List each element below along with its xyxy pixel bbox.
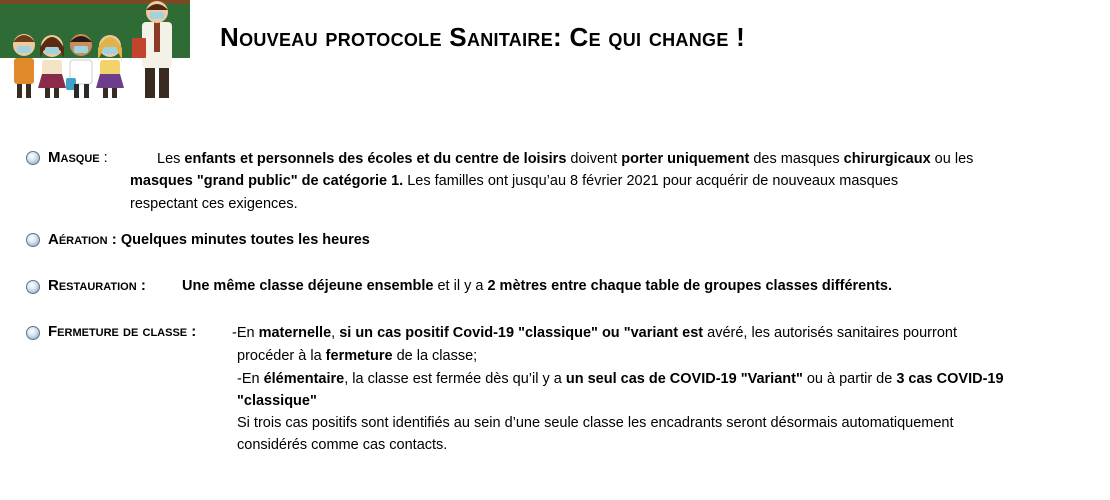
text-run: -En bbox=[237, 371, 264, 387]
text-run: élémentaire bbox=[263, 371, 345, 387]
text-run: Les bbox=[157, 151, 185, 167]
text-run: porter uniquement bbox=[621, 151, 750, 167]
text-run: masques "grand public" de catégorie 1. bbox=[130, 173, 404, 189]
fermeture-line-4 bbox=[237, 390, 317, 413]
text-run: enfants et personnels des écoles et du centre de loisirs bbox=[184, 151, 567, 167]
masque-line-3 bbox=[130, 193, 298, 216]
fermeture-line-2 bbox=[237, 345, 477, 368]
text-run: des masques bbox=[749, 151, 844, 167]
text-run: si un cas positif Covid-19 "classique" ou "variant est bbox=[339, 325, 704, 341]
text-run: maternelle bbox=[258, 325, 332, 341]
text-run: "classique" bbox=[237, 393, 317, 409]
text-run: et il y a bbox=[433, 278, 488, 294]
text-run: avéré, les autorisés sanitaires pourront bbox=[703, 325, 957, 341]
fermeture-line-5 bbox=[237, 412, 954, 435]
bullet-icon bbox=[26, 151, 40, 165]
text-run: , la classe est fermée dès qu’il y a bbox=[344, 371, 566, 387]
section-label-masque: Masque : bbox=[48, 149, 108, 166]
bullet-icon bbox=[26, 280, 40, 294]
text-run: ou à partir de bbox=[802, 371, 897, 387]
section-label-aeration: Aération : Quelques minutes toutes les heures bbox=[48, 231, 370, 248]
bullet-icon bbox=[26, 326, 40, 340]
children-with-masks-and-teacher-illustration bbox=[0, 0, 190, 102]
section-label-fermeture: Fermeture de classe : bbox=[48, 323, 197, 340]
text-run: Une même classe déjeune ensemble bbox=[182, 278, 434, 294]
aeration-text: Quelques minutes toutes les heures bbox=[120, 232, 370, 248]
masque-line-2 bbox=[130, 170, 898, 193]
text-run: considérés comme cas contacts. bbox=[237, 437, 448, 453]
page-title: Nouveau protocole Sanitaire: Ce qui change ! bbox=[220, 22, 746, 52]
text-run: ou les bbox=[930, 151, 974, 167]
restauration-line-1 bbox=[182, 275, 892, 298]
fermeture-line-1 bbox=[232, 322, 957, 345]
text-run: -En bbox=[232, 325, 259, 341]
masque-line-1 bbox=[157, 148, 973, 171]
text-run: 2 mètres entre chaque table de groupes classes différents. bbox=[487, 278, 893, 294]
fermeture-line-3 bbox=[237, 368, 1004, 391]
fermeture-line-6 bbox=[237, 434, 447, 457]
text-run: un seul cas de COVID-19 "Variant" bbox=[565, 371, 803, 387]
text-run: de la classe; bbox=[392, 348, 478, 364]
text-run: 3 cas COVID-19 bbox=[896, 371, 1004, 387]
section-label-restauration: Restauration : bbox=[48, 277, 146, 294]
text-run: fermeture bbox=[325, 348, 393, 364]
text-run: , bbox=[331, 325, 340, 341]
text-run: Les familles ont jusqu’au 8 février 2021 pour acquérir de nouveaux masques bbox=[403, 173, 899, 189]
text-run: respectant ces exigences. bbox=[130, 196, 298, 212]
text-run: doivent bbox=[566, 151, 622, 167]
text-run: Si trois cas positifs sont identifiés au sein d’une seule classe les encadrants seront désormais automatiquement bbox=[237, 415, 954, 431]
bullet-icon bbox=[26, 233, 40, 247]
text-run: chirurgicaux bbox=[843, 151, 931, 167]
text-run: procéder à la bbox=[237, 348, 326, 364]
